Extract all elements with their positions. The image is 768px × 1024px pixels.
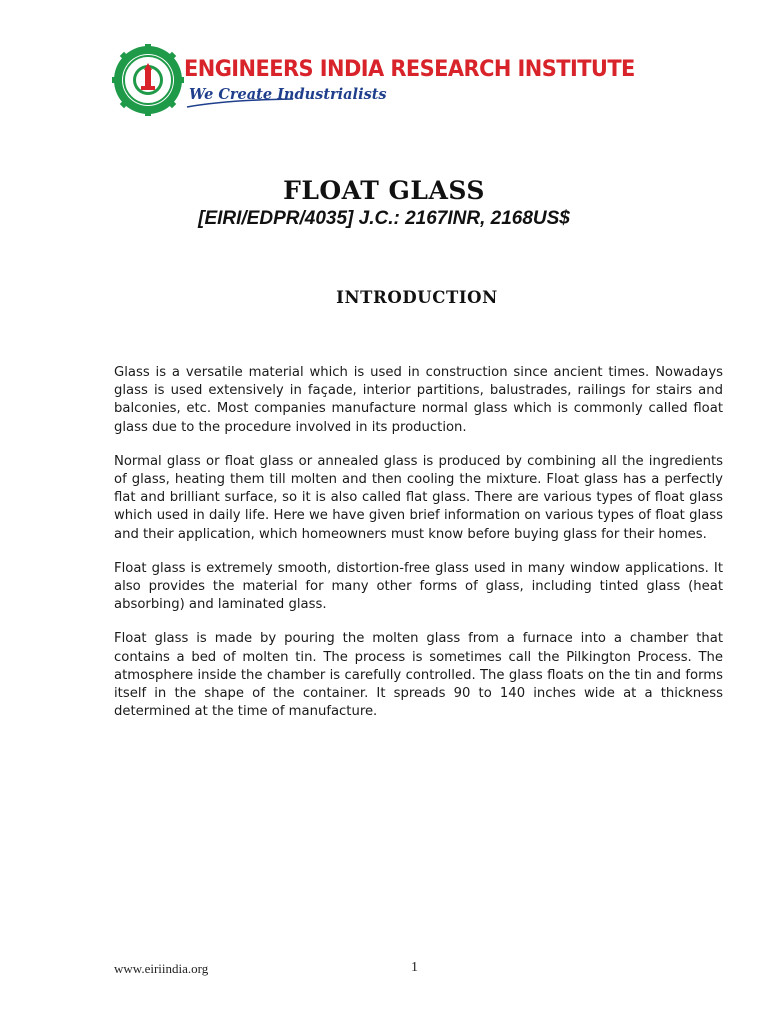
paragraph: Float glass is extremely smooth, distortion-free glass used in many window applications. It also provides the material for many other forms of glass, including tinted glass (heat absorbing) and laminated glass.: [114, 560, 723, 613]
paragraph: Normal glass or float glass or annealed glass is produced by combining all the ingredients of glass, heating them till molten and then cooling the mixture. Float glass has a perfectly flat and brilliant surface, so it is also called flat glass. There are various types of float glass which used in daily life. Here we have given brief information on various types of float glass and their application, which homeowners must know before buying glass for their homes.: [114, 453, 723, 542]
section-heading: INTRODUCTION: [336, 288, 498, 307]
paragraph: Float glass is made by pouring the molten glass from a furnace into a chamber that contains a bed of molten tin. The process is sometimes call the Pilkington Process. The atmosphere inside the chamber is carefully controlled. The glass floats on the tin and forms itself in the shape of the container. It spreads 90 to 140 inches wide at a thickness determined at the time of manufacture.: [114, 631, 723, 720]
eiri-seal-icon: [112, 44, 184, 116]
organization-name: ENGINEERS INDIA RESEARCH INSTITUTE: [184, 56, 635, 82]
header: [112, 44, 635, 120]
page-number: 1: [411, 960, 418, 975]
document-title: FLOAT GLASS: [283, 176, 485, 205]
body-text: [114, 364, 723, 737]
organization-tagline: We Create Industrialists: [189, 86, 387, 103]
tagline-swoosh-icon: [185, 96, 295, 110]
paragraph: Glass is a versatile material which is used in construction since ancient times. Nowadays glass is used extensively in façade, interior partitions, balustrades, railings for stairs and balconies, etc. Most companies manufacture normal glass which is commonly called float glass due to the procedure involved in its production.: [114, 365, 723, 435]
document-subtitle: [EIRI/EDPR/4035] J.C.: 2167INR, 2168US$: [198, 208, 570, 229]
footer-url[interactable]: www.eiriindia.org: [114, 961, 209, 976]
